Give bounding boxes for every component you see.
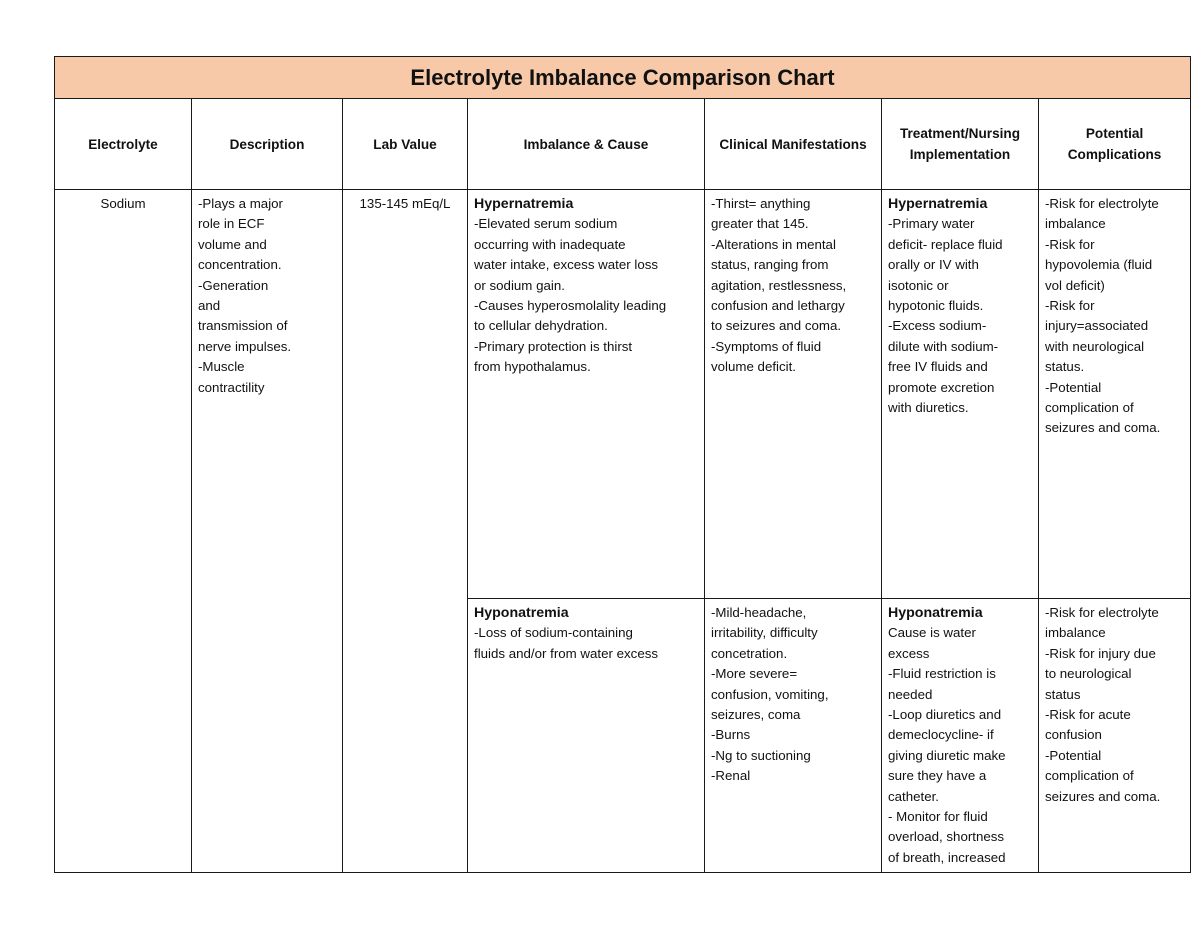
header-treatment-line1: Treatment/Nursing — [899, 126, 1021, 141]
text-line: excess — [888, 645, 930, 661]
text-line: imbalance — [1045, 625, 1106, 641]
text-line: -Alterations in mental — [711, 236, 836, 252]
hyponatremia-treatment-cell — [882, 599, 1039, 873]
header-complications — [1039, 99, 1191, 190]
text-line: water intake, excess water loss — [474, 257, 659, 273]
text-line: -Loop diuretics and — [888, 707, 1002, 723]
text-line: occurring with inadequate — [474, 236, 626, 252]
text-line: -Risk for electrolyte — [1045, 605, 1159, 620]
text-line: confusion, vomiting, — [711, 686, 829, 702]
text-line: -Causes hyperosmolality leading — [474, 298, 667, 314]
text-line: deficit- replace fluid — [888, 236, 1003, 252]
hypernatremia-cause-list — [474, 214, 698, 377]
header-treatment-line2: Implementation — [909, 147, 1011, 162]
header-complications-line2: Complications — [1067, 147, 1162, 162]
text-line: status. — [1045, 359, 1085, 375]
header-clinical-manifestations-label: Clinical Manifestations — [719, 136, 867, 152]
hypernatremia-treatment-list — [888, 214, 1032, 418]
hyponatremia-treatment-title: Hyponatremia — [888, 605, 983, 621]
header-imbalance-cause-label: Imbalance & Cause — [523, 136, 649, 152]
text-line: volume deficit. — [711, 359, 796, 375]
text-line: volume and — [198, 236, 267, 252]
text-line: complication of — [1045, 400, 1134, 416]
hypernatremia-manifestations-list — [711, 194, 875, 378]
text-line: hypovolemia (fluid — [1045, 257, 1153, 273]
text-line: -Primary water — [888, 216, 975, 232]
text-line: irritability, difficulty — [711, 625, 818, 641]
text-line: to cellular dehydration. — [474, 318, 608, 334]
text-line: isotonic or — [888, 277, 949, 293]
hyponatremia-cause-list — [474, 623, 698, 664]
text-line: role in ECF — [198, 216, 265, 232]
text-line: orally or IV with — [888, 257, 979, 273]
text-line: seizures, coma — [711, 707, 801, 723]
text-line: demeclocycline- if — [888, 727, 994, 743]
text-line: promote excretion — [888, 379, 995, 395]
header-treatment — [882, 99, 1039, 190]
text-line: -Risk for electrolyte — [1045, 196, 1159, 211]
text-line: -Ng to suctioning — [711, 747, 811, 763]
hyponatremia-manifestations-cell — [705, 599, 882, 873]
text-line: hypotonic fluids. — [888, 298, 984, 314]
text-line: and — [198, 298, 221, 314]
electrolyte-name: Sodium — [100, 196, 146, 211]
description-list — [198, 194, 336, 398]
hypernatremia-treatment-cell — [882, 190, 1039, 599]
hypernatremia-manifestations-cell — [705, 190, 882, 599]
table-row-hypernatremia — [55, 190, 1191, 599]
text-line: greater that 145. — [711, 216, 809, 232]
text-line: imbalance — [1045, 216, 1106, 232]
text-line: transmission of — [198, 318, 288, 334]
lab-value-cell — [343, 190, 468, 873]
text-line: with neurological — [1045, 338, 1145, 354]
text-line: -Excess sodium- — [888, 318, 987, 334]
hypernatremia-complications-cell — [1039, 190, 1191, 599]
text-line: giving diuretic make — [888, 747, 1006, 763]
header-electrolyte — [55, 99, 192, 190]
text-line: concentration. — [198, 257, 282, 273]
text-line: nerve impulses. — [198, 338, 292, 354]
header-clinical-manifestations — [705, 99, 882, 190]
text-line: seizures and coma. — [1045, 420, 1161, 436]
text-line: to seizures and coma. — [711, 318, 842, 334]
text-line: -Potential — [1045, 379, 1102, 395]
text-line: -Risk for — [1045, 236, 1095, 252]
text-line: -Risk for acute — [1045, 707, 1131, 723]
hypernatremia-cause-title: Hypernatremia — [474, 196, 574, 212]
text-line: injury=associated — [1045, 318, 1149, 334]
text-line: concetration. — [711, 645, 788, 661]
text-line: -Fluid restriction is — [888, 666, 996, 682]
text-line: contractility — [198, 379, 265, 395]
text-line: complication of — [1045, 768, 1134, 784]
hypernatremia-complications-list — [1045, 194, 1184, 439]
text-line: confusion — [1045, 727, 1102, 743]
text-line: free IV fluids and — [888, 359, 988, 375]
text-line: -Risk for injury due — [1045, 645, 1156, 661]
text-line: status, ranging from — [711, 257, 829, 273]
header-imbalance-cause — [468, 99, 705, 190]
text-line: sure they have a — [888, 768, 987, 784]
title-row — [55, 57, 1191, 99]
text-line: needed — [888, 686, 933, 702]
text-line: -Muscle — [198, 359, 245, 375]
text-line: Cause is water — [888, 625, 976, 641]
text-line: with diuretics. — [888, 400, 969, 416]
electrolyte-cell — [55, 190, 192, 873]
text-line: -Renal — [711, 768, 751, 784]
text-line: -Generation — [198, 277, 269, 293]
text-line: overload, shortness — [888, 829, 1005, 845]
header-row — [55, 99, 1191, 190]
hypernatremia-treatment-title: Hypernatremia — [888, 196, 988, 212]
text-line: to neurological — [1045, 666, 1132, 682]
header-description-label: Description — [229, 136, 305, 152]
text-line: -Primary protection is thirst — [474, 338, 633, 354]
text-line: seizures and coma. — [1045, 788, 1161, 804]
text-line: -Plays a major — [198, 196, 283, 211]
text-line: of breath, increased — [888, 849, 1006, 865]
hyponatremia-manifestations-list — [711, 603, 875, 787]
text-line: dilute with sodium- — [888, 338, 999, 354]
text-line: -Risk for — [1045, 298, 1095, 314]
text-line: from hypothalamus. — [474, 359, 591, 375]
text-line: -Potential — [1045, 747, 1102, 763]
text-line: vol deficit) — [1045, 277, 1105, 293]
hyponatremia-treatment-list — [888, 623, 1032, 868]
text-line: catheter. — [888, 788, 940, 804]
text-line: -Thirst= anything — [711, 196, 811, 211]
text-line: or sodium gain. — [474, 277, 565, 293]
header-complications-line1: Potential — [1085, 126, 1144, 141]
chart-title: Electrolyte Imbalance Comparison Chart — [55, 57, 1191, 99]
description-cell — [192, 190, 343, 873]
text-line: confusion and lethargy — [711, 298, 845, 314]
hyponatremia-complications-list — [1045, 603, 1184, 807]
hyponatremia-cause-title: Hyponatremia — [474, 605, 569, 621]
hyponatremia-cause-cell — [468, 599, 705, 873]
lab-value: 135-145 mEq/L — [359, 196, 451, 211]
text-line: -Symptoms of fluid — [711, 338, 822, 354]
header-description — [192, 99, 343, 190]
text-line: -Elevated serum sodium — [474, 216, 618, 232]
electrolyte-comparison-table — [54, 56, 1191, 873]
text-line: -Burns — [711, 727, 751, 743]
text-line: status — [1045, 686, 1081, 702]
text-line: -Mild-headache, — [711, 605, 807, 620]
text-line: fluids and/or from water excess — [474, 645, 659, 661]
header-electrolyte-label: Electrolyte — [88, 136, 158, 152]
text-line: - Monitor for fluid — [888, 809, 988, 825]
text-line: -More severe= — [711, 666, 798, 682]
hyponatremia-complications-cell — [1039, 599, 1191, 873]
header-lab-value — [343, 99, 468, 190]
hypernatremia-cause-cell — [468, 190, 705, 599]
text-line: agitation, restlessness, — [711, 277, 847, 293]
text-line: -Loss of sodium-containing — [474, 625, 633, 641]
header-lab-value-label: Lab Value — [373, 136, 437, 152]
